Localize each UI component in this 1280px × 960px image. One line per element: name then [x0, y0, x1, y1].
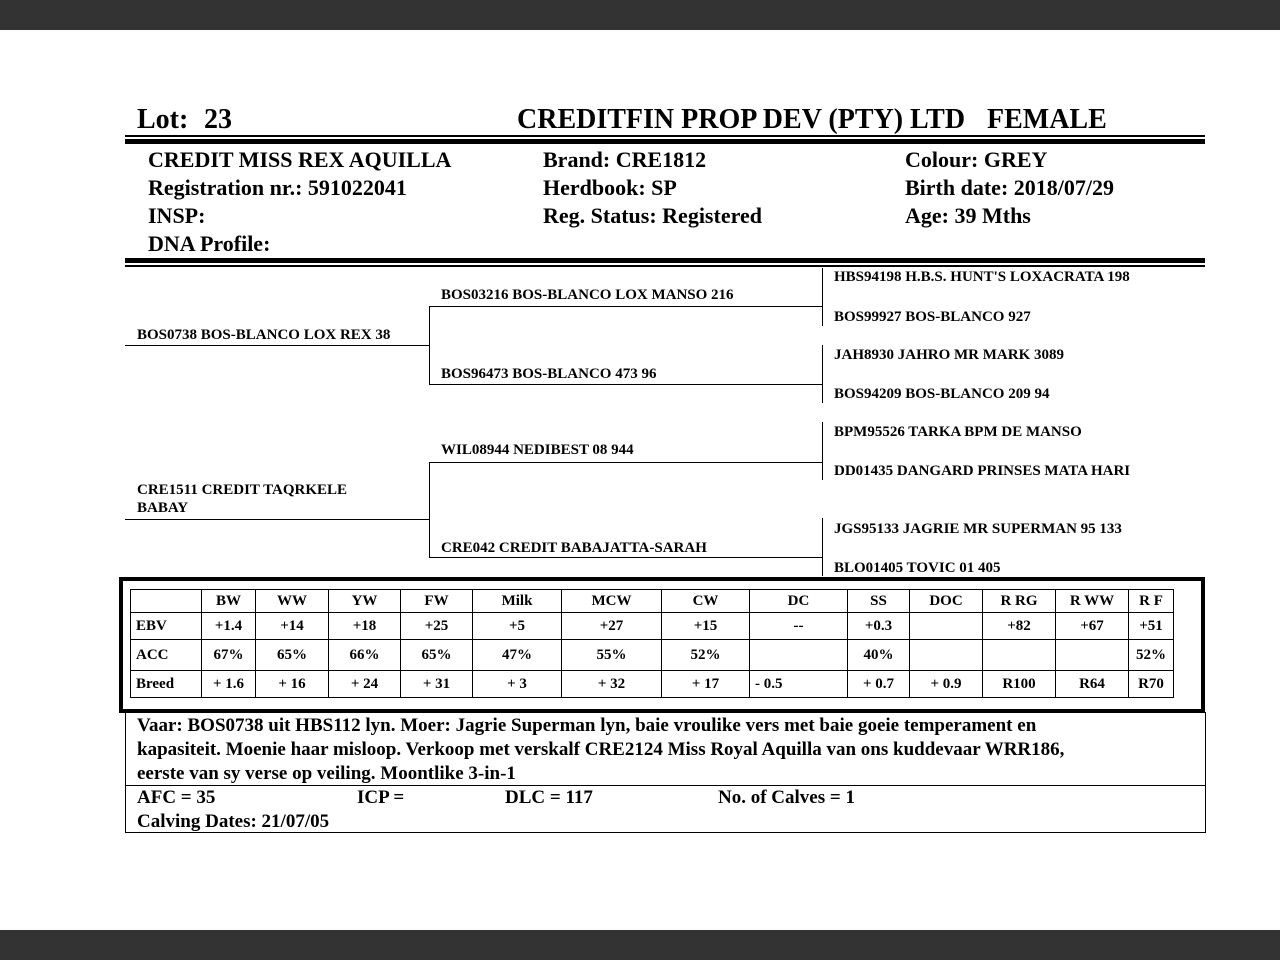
lot-number: 23 — [204, 104, 232, 135]
breeder-name: CREDITFIN PROP DEV (PTY) LTD — [517, 104, 966, 135]
header-cell: R WW — [1056, 590, 1129, 613]
number-of-calves: No. of Calves = 1 — [718, 787, 855, 808]
table-cell: +5 — [473, 613, 562, 640]
table-cell: - 0.5 — [750, 671, 848, 698]
sire-branch-connector — [429, 306, 430, 385]
insp-label: INSP: — [148, 203, 206, 228]
comments-line-2: kapasiteit. Moenie haar misloop. Verkoop met verskalf CRE2124 Miss Royal Aquilla van ons kuddevaar WRR186, — [137, 739, 1065, 760]
table-cell: +15 — [662, 613, 750, 640]
table-cell: + 3 — [473, 671, 562, 698]
header-cell: SS — [848, 590, 910, 613]
breed-row — [131, 671, 1174, 698]
icp-value: ICP = — [357, 787, 405, 808]
ggp-connector-4 — [822, 518, 823, 576]
row-label: EBV — [131, 613, 202, 640]
dam-underline — [125, 519, 430, 520]
table-cell: R64 — [1056, 671, 1129, 698]
header-cell — [131, 590, 202, 613]
table-cell: + 1.6 — [202, 671, 256, 698]
table-cell: +51 — [1129, 613, 1174, 640]
sire-sire-underline — [429, 306, 822, 307]
sire-underline — [125, 345, 430, 346]
header-cell: YW — [329, 590, 401, 613]
dam-sire-underline — [429, 462, 822, 463]
sire-dam-underline — [429, 384, 822, 385]
header-cell: DOC — [910, 590, 983, 613]
sex-label: FEMALE — [987, 104, 1107, 135]
calving-dates: Calving Dates: 21/07/05 — [137, 811, 330, 832]
header-rule-thick — [125, 139, 1205, 144]
dlc-value: DLC = 117 — [505, 787, 593, 808]
acc-row — [131, 640, 1174, 671]
table-cell: 52% — [662, 640, 750, 671]
ebv-header-row — [131, 590, 1174, 613]
header-cell: BW — [202, 590, 256, 613]
table-cell: 55% — [562, 640, 662, 671]
table-cell: 52% — [1129, 640, 1174, 671]
pedigree-ggp-5: BPM95526 TARKA BPM DE MANSO — [834, 424, 1082, 440]
table-cell: +82 — [983, 613, 1056, 640]
table-cell: +67 — [1056, 613, 1129, 640]
pedigree-dam-sire: WIL08944 NEDIBEST 08 944 — [441, 442, 634, 458]
colour: Colour: GREY — [905, 147, 1048, 172]
header-rule-thin — [125, 135, 1205, 137]
table-cell: 47% — [473, 640, 562, 671]
header-cell: MCW — [562, 590, 662, 613]
table-cell: + 16 — [256, 671, 329, 698]
animal-name: CREDIT MISS REX AQUILLA — [148, 147, 452, 172]
table-cell: +27 — [562, 613, 662, 640]
registration-number: Registration nr.: 591022041 — [148, 175, 407, 200]
lot-label: Lot: — [137, 104, 189, 135]
comments-line-3: eerste van sy verse op veiling. Moontlike 3-in-1 — [137, 763, 516, 784]
ggp-connector-3 — [822, 422, 823, 480]
herdbook: Herdbook: SP — [543, 175, 677, 200]
dna-profile-label: DNA Profile: — [148, 231, 271, 256]
table-cell: R70 — [1129, 671, 1174, 698]
table-cell — [1056, 640, 1129, 671]
row-label: ACC — [131, 640, 202, 671]
ebv-row — [131, 613, 1174, 640]
brand: Brand: CRE1812 — [543, 147, 707, 172]
pedigree-ggp-8: BLO01405 TOVIC 01 405 — [834, 560, 1001, 576]
pedigree-ggp-3: JAH8930 JAHRO MR MARK 3089 — [834, 347, 1064, 363]
table-cell — [983, 640, 1056, 671]
header-cell: FW — [401, 590, 473, 613]
pedigree-dam-line1: CRE1511 CREDIT TAQRKELE — [137, 482, 348, 498]
table-cell — [910, 640, 983, 671]
comments-line-1: Vaar: BOS0738 uit HBS112 lyn. Moer: Jagrie Superman lyn, baie vroulike vers met baie goeie temperament en — [137, 715, 1037, 736]
pedigree-dam-dam: CRE042 CREDIT BABAJATTA-SARAH — [441, 540, 707, 556]
table-cell: 40% — [848, 640, 910, 671]
stats-table-wrap — [130, 589, 1174, 698]
table-cell: + 32 — [562, 671, 662, 698]
table-cell: + 0.9 — [910, 671, 983, 698]
registration-status: Reg. Status: Registered — [543, 203, 762, 228]
table-cell — [750, 640, 848, 671]
info-rule-thin — [125, 265, 1205, 267]
table-cell: + 0.7 — [848, 671, 910, 698]
dam-dam-underline — [429, 557, 822, 558]
table-cell: +14 — [256, 613, 329, 640]
table-cell: + 24 — [329, 671, 401, 698]
table-cell: 66% — [329, 640, 401, 671]
ebv-table — [130, 589, 1174, 698]
header-cell: CW — [662, 590, 750, 613]
table-cell: +25 — [401, 613, 473, 640]
table-cell: 65% — [401, 640, 473, 671]
pedigree-ggp-1: HBS94198 H.B.S. HUNT'S LOXACRATA 198 — [834, 269, 1130, 285]
pedigree-dam-line2: BABAY — [137, 500, 189, 516]
pedigree-ggp-2: BOS99927 BOS-BLANCO 927 — [834, 309, 1031, 325]
top-bar — [0, 0, 1280, 30]
pedigree-ggp-6: DD01435 DANGARD PRINSES MATA HARI — [834, 463, 1131, 479]
age: Age: 39 Mths — [905, 203, 1031, 228]
table-cell: R100 — [983, 671, 1056, 698]
table-cell — [910, 613, 983, 640]
afc-value: AFC = 35 — [137, 787, 216, 808]
row-label: Breed — [131, 671, 202, 698]
table-cell: 67% — [202, 640, 256, 671]
table-cell: +1.4 — [202, 613, 256, 640]
bottom-bar — [0, 930, 1280, 960]
birth-date: Birth date: 2018/07/29 — [905, 175, 1114, 200]
ggp-connector-2 — [822, 345, 823, 403]
header-cell: WW — [256, 590, 329, 613]
header-cell: Milk — [473, 590, 562, 613]
pedigree-sire-sire: BOS03216 BOS-BLANCO LOX MANSO 216 — [441, 287, 734, 303]
dam-branch-connector — [429, 462, 430, 558]
pedigree-sire-dam: BOS96473 BOS-BLANCO 473 96 — [441, 366, 657, 382]
info-rule-thick — [125, 258, 1205, 263]
table-cell: -- — [750, 613, 848, 640]
pedigree-ggp-4: BOS94209 BOS-BLANCO 209 94 — [834, 386, 1050, 402]
table-cell: +18 — [329, 613, 401, 640]
header-cell: DC — [750, 590, 848, 613]
pedigree-ggp-7: JGS95133 JAGRIE MR SUPERMAN 95 133 — [834, 521, 1122, 537]
header-cell: R F — [1129, 590, 1174, 613]
ggp-connector-1 — [822, 268, 823, 326]
pedigree-sire: BOS0738 BOS-BLANCO LOX REX 38 — [137, 327, 391, 343]
table-cell: + 31 — [401, 671, 473, 698]
table-cell: 65% — [256, 640, 329, 671]
header-cell: R RG — [983, 590, 1056, 613]
table-cell: +0.3 — [848, 613, 910, 640]
table-cell: + 17 — [662, 671, 750, 698]
